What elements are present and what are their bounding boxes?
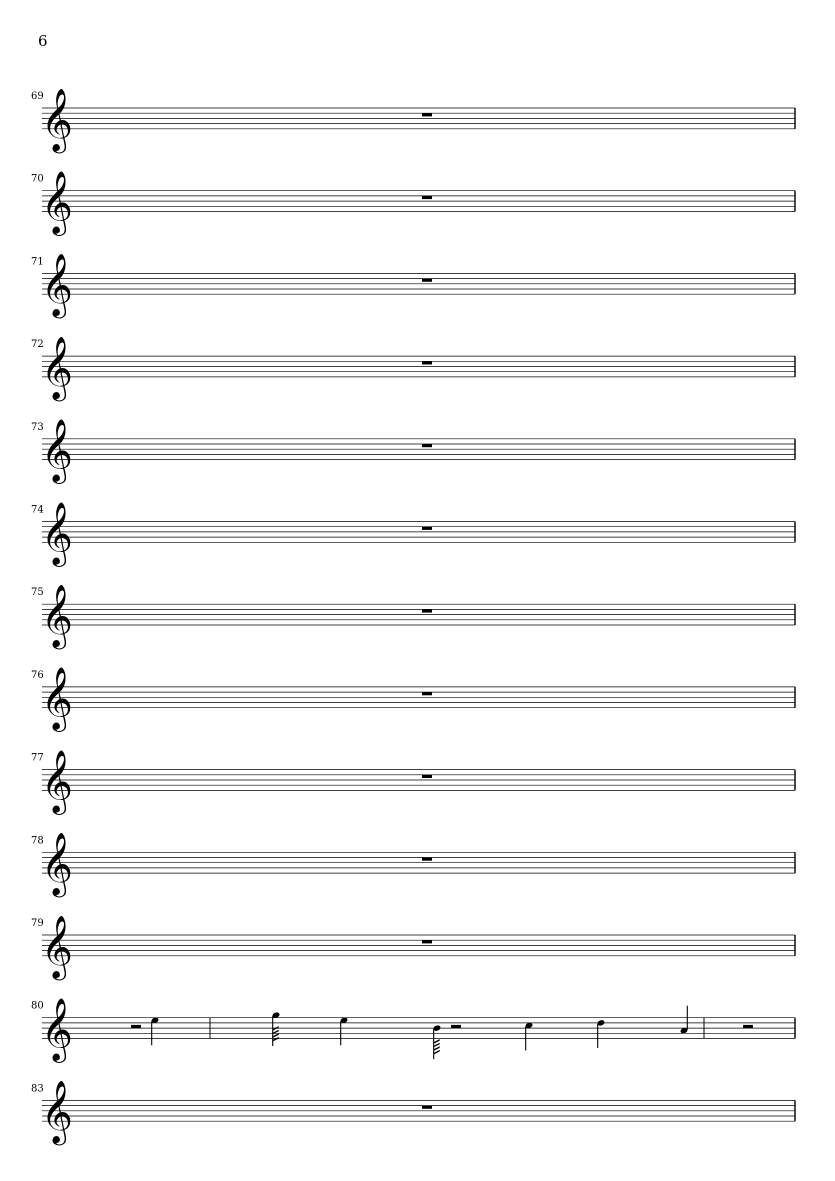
whole-rest <box>422 775 432 778</box>
note-flag <box>434 1046 440 1051</box>
measure-number: 80 <box>31 1000 44 1012</box>
whole-rest <box>422 361 432 364</box>
whole-rest <box>422 527 432 530</box>
note-flag <box>434 1039 440 1044</box>
measure-number: 69 <box>31 91 44 102</box>
measure-number: 75 <box>31 587 44 599</box>
measure-number: 74 <box>31 504 44 516</box>
treble-clef-icon: 𝄞 <box>41 1080 73 1144</box>
measure-number: 73 <box>31 421 44 433</box>
whole-rest <box>422 113 432 116</box>
treble-clef-icon: 𝄞 <box>41 170 73 234</box>
half-rest <box>131 1025 141 1028</box>
measure-number: 72 <box>31 339 44 351</box>
whole-rest <box>422 609 432 612</box>
treble-clef-icon: 𝄞 <box>41 749 73 813</box>
whole-rest <box>422 444 432 447</box>
note-flag <box>273 1037 279 1042</box>
whole-rest <box>422 858 432 861</box>
treble-clef-icon: 𝄞 <box>41 335 73 399</box>
treble-clef-icon: 𝄞 <box>41 914 73 978</box>
whole-rest <box>422 279 432 282</box>
note-flag <box>434 1043 440 1048</box>
measure-number: 76 <box>31 669 44 681</box>
whole-rest <box>422 1106 432 1109</box>
half-rest <box>451 1025 461 1028</box>
whole-rest <box>422 196 432 199</box>
treble-clef-icon: 𝄞 <box>41 584 73 647</box>
whole-rest <box>422 692 432 695</box>
measure-number: 71 <box>31 256 44 268</box>
treble-clef-icon: 𝄞 <box>41 997 73 1061</box>
measure-number: 70 <box>31 173 44 185</box>
measure-number: 77 <box>31 752 44 764</box>
measure-number: 78 <box>31 835 44 847</box>
measure-number: 79 <box>31 918 44 929</box>
whole-rest <box>422 940 432 943</box>
treble-clef-icon: 𝄞 <box>41 418 73 482</box>
treble-clef-icon: 𝄞 <box>41 253 73 317</box>
half-rest <box>743 1025 753 1028</box>
measure-number: 83 <box>31 1083 44 1095</box>
note-flag <box>273 1033 279 1038</box>
page-number: 6 <box>38 32 48 50</box>
note-flag <box>434 1050 440 1055</box>
treble-clef-icon: 𝄞 <box>41 501 73 565</box>
treble-clef-icon: 𝄞 <box>41 87 73 151</box>
treble-clef-icon: 𝄞 <box>41 666 73 730</box>
treble-clef-icon: 𝄞 <box>41 832 73 896</box>
